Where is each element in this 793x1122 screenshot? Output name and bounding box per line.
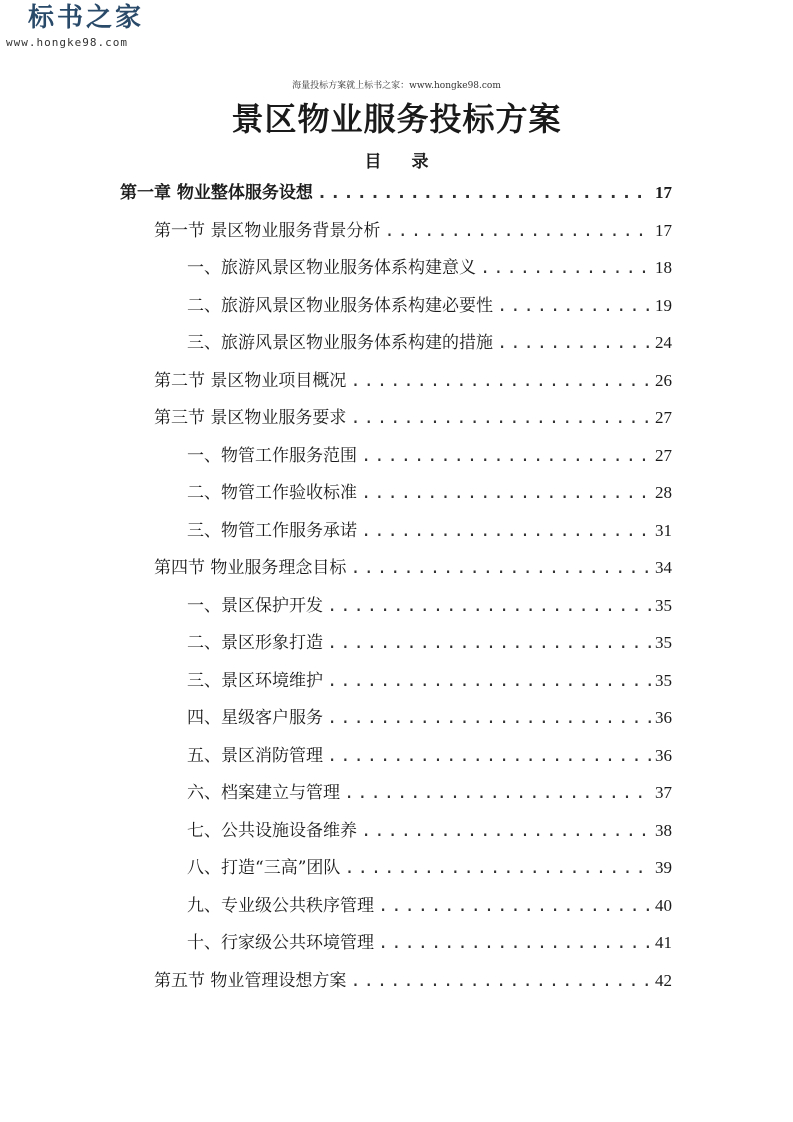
toc-entry[interactable] [120, 180, 672, 206]
toc-entry-title: 第五节 物业管理设想方案 [154, 970, 347, 991]
toc-entry-page: 28 [655, 483, 672, 502]
toc-entry-page: 18 [655, 258, 672, 277]
toc-entry-title: 五、景区消防管理 [187, 745, 323, 766]
toc-entry-title: 二、旅游风景区物业服务体系构建必要性 [187, 295, 493, 316]
toc-entry[interactable] [187, 593, 672, 619]
toc-entry-page: 17 [655, 220, 672, 240]
toc-entry[interactable] [154, 405, 672, 431]
toc-entry-page: 35 [655, 633, 672, 652]
toc-entry-title: 二、景区形象打造 [187, 633, 323, 653]
toc-entry[interactable] [187, 855, 672, 881]
toc-entry[interactable] [187, 705, 672, 731]
toc-entry[interactable] [187, 743, 672, 769]
toc-entry-page: 35 [655, 670, 672, 690]
toc-entry-title: 第四节 物业服务理念目标 [154, 558, 347, 578]
toc-entry-title: 三、旅游风景区物业服务体系构建的措施 [187, 333, 493, 353]
toc-entry[interactable] [154, 368, 672, 394]
toc-entry-title: 三、物管工作服务承诺 [187, 520, 357, 541]
toc-leader-dots [497, 293, 651, 319]
toc-entry-title: 六、档案建立与管理 [187, 783, 340, 803]
toc-entry[interactable] [187, 293, 672, 319]
toc-entry[interactable] [187, 818, 672, 844]
toc-entry-page: 42 [655, 970, 672, 990]
site-logo[interactable] [6, 2, 166, 49]
toc-entry-page: 27 [655, 408, 672, 427]
toc-entry-title: 二、物管工作验收标准 [187, 483, 357, 503]
toc-entry-title: 一、景区保护开发 [187, 595, 323, 616]
toc-leader-dots [361, 518, 651, 544]
toc-entry-title: 八、打造“三高”团队 [187, 858, 341, 878]
toc-entry[interactable] [187, 255, 672, 281]
toc-leader-dots [480, 255, 651, 281]
toc-leader-dots [327, 705, 651, 731]
toc-entry-page: 31 [655, 520, 672, 540]
toc-leader-dots [327, 668, 651, 694]
toc-entry-page: 26 [655, 370, 672, 390]
header-note: 海量投标方案就上标书之家：www.hongke98.com [292, 81, 501, 91]
toc-entry[interactable] [187, 518, 672, 544]
toc-entry-page: 36 [655, 745, 672, 765]
toc-entry[interactable] [154, 968, 672, 994]
toc-entry[interactable] [187, 668, 672, 694]
toc-entry-title: 第一章 物业整体服务设想 [120, 183, 313, 203]
logo-name: 标书之家 [28, 3, 145, 33]
toc-leader-dots [327, 593, 651, 619]
toc-entry-title: 三、景区环境维护 [187, 670, 323, 691]
toc-entry[interactable] [154, 555, 672, 581]
toc-leader-dots [361, 480, 651, 506]
toc-entry-title: 四、星级客户服务 [187, 708, 323, 728]
toc-leader-dots [350, 368, 651, 394]
toc-leader-dots [350, 968, 651, 994]
logo-url: www.hongke98.com [6, 36, 128, 49]
toc-entry[interactable] [187, 780, 672, 806]
toc-entry[interactable] [187, 443, 672, 469]
toc-entry-page: 27 [655, 445, 672, 465]
toc-leader-dots [384, 218, 651, 244]
toc-entry[interactable] [187, 893, 672, 919]
toc-entry-page: 34 [655, 558, 672, 577]
toc-leader-dots [344, 780, 651, 806]
document-title: 景区物业服务投标方案 [231, 100, 562, 138]
toc-entry-title: 一、旅游风景区物业服务体系构建意义 [187, 258, 476, 278]
toc-entry-title: 第一节 景区物业服务背景分析 [154, 220, 381, 241]
toc-entry-page: 38 [655, 820, 672, 840]
toc-entry-page: 40 [655, 895, 672, 915]
toc-entry-page: 24 [655, 333, 672, 352]
toc-leader-dots [350, 405, 651, 431]
toc-leader-dots [361, 443, 651, 469]
toc-entry[interactable] [187, 930, 672, 956]
toc-leader-dots [378, 930, 651, 956]
toc-leader-dots [344, 855, 651, 881]
toc-entry-page: 19 [655, 295, 672, 315]
toc-heading: 目 录 [364, 152, 441, 172]
toc-entry-title: 九、专业级公共秩序管理 [187, 895, 374, 916]
toc-leader-dots [327, 630, 651, 656]
toc-entry-title: 十、行家级公共环境管理 [187, 933, 374, 953]
toc-entry-page: 39 [655, 858, 672, 877]
toc-entry[interactable] [187, 630, 672, 656]
toc-leader-dots [317, 180, 651, 206]
toc-entry-page: 36 [655, 708, 672, 727]
toc-entry-page: 37 [655, 783, 672, 802]
toc-entry-title: 七、公共设施设备维养 [187, 820, 357, 841]
toc-leader-dots [350, 555, 651, 581]
toc-entry-page: 41 [655, 933, 672, 952]
toc-entry-page: 35 [655, 595, 672, 615]
toc-entry-title: 第三节 景区物业服务要求 [154, 408, 347, 428]
toc-leader-dots [378, 893, 651, 919]
toc-entry[interactable] [154, 218, 672, 244]
toc-entry-title: 一、物管工作服务范围 [187, 445, 357, 466]
toc-entry[interactable] [187, 480, 672, 506]
toc-leader-dots [327, 743, 651, 769]
toc-leader-dots [497, 330, 651, 356]
toc-entry-title: 第二节 景区物业项目概况 [154, 370, 347, 391]
toc-entry[interactable] [187, 330, 672, 356]
toc-entry-page: 17 [655, 183, 672, 202]
toc-leader-dots [361, 818, 651, 844]
